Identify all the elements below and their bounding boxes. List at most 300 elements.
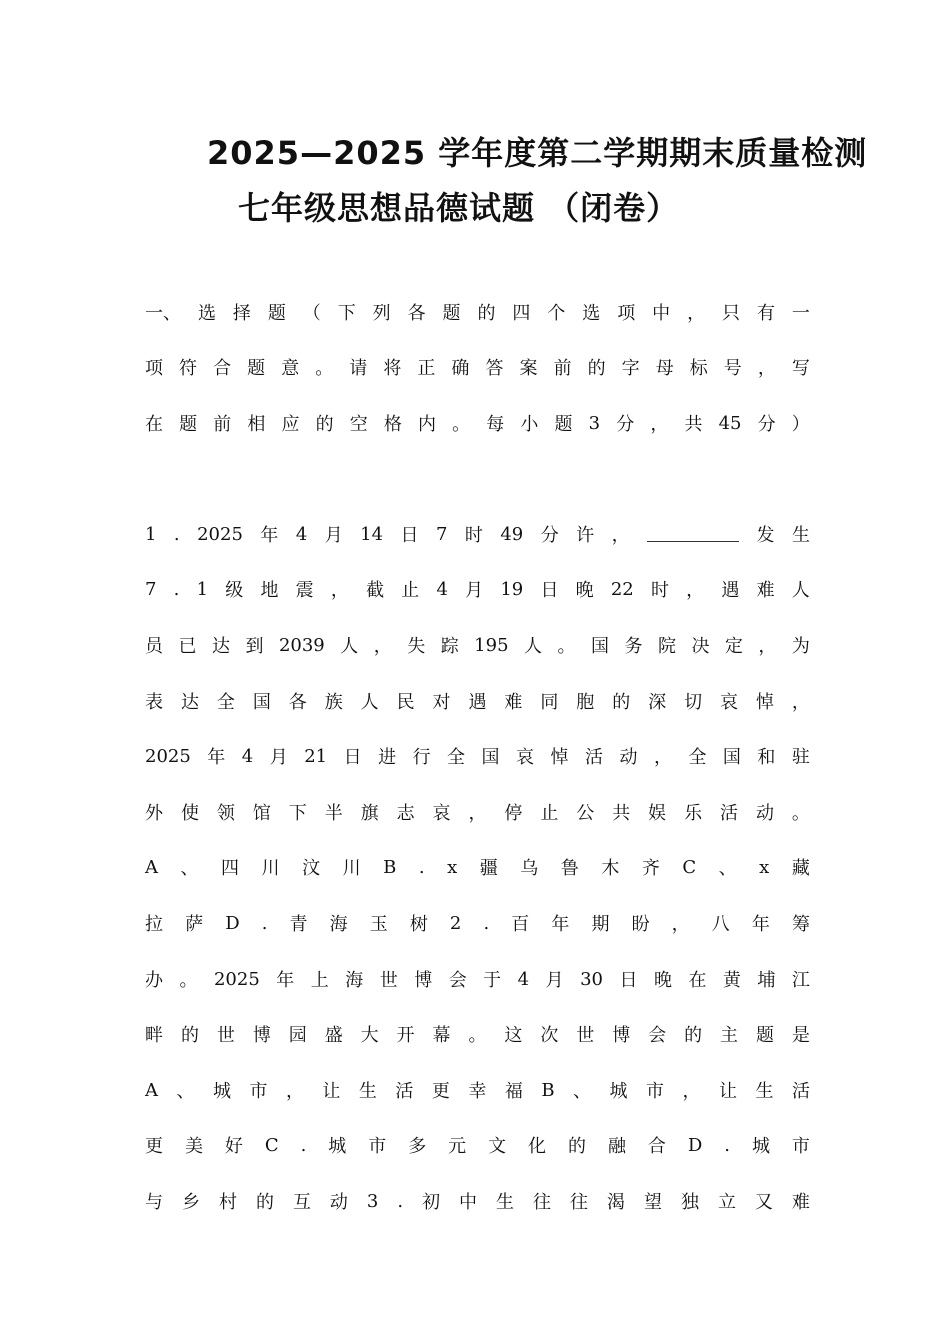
text-token: 主 <box>720 1025 738 1046</box>
text-token: 中 <box>652 303 671 324</box>
text-token: ， <box>671 914 690 935</box>
text-line <box>145 297 810 327</box>
text-token: 失 <box>407 636 426 657</box>
text-token: 筹 <box>791 914 810 935</box>
text-line <box>145 1075 810 1105</box>
text-token: 发 <box>756 525 775 546</box>
text-token: 截 <box>366 580 385 601</box>
text-token: 一 <box>791 303 810 324</box>
text-token: 员 <box>145 636 163 657</box>
text-token: 1 <box>196 578 209 600</box>
text-token: . <box>483 912 490 934</box>
text-token: 融 <box>607 1136 626 1157</box>
text-token: 在 <box>688 970 707 991</box>
text-token: 、 <box>573 1081 592 1102</box>
text-token: 月 <box>545 970 564 991</box>
text-token: 19 <box>500 578 524 600</box>
text-line <box>145 1186 810 1216</box>
text-token: 前 <box>553 358 572 379</box>
text-token: . <box>724 1134 730 1156</box>
text-token: 前 <box>213 414 232 435</box>
text-token: 齐 <box>641 858 660 879</box>
text-token: 年 <box>207 747 226 768</box>
text-token: 哀 <box>720 692 738 713</box>
text-token: 1 <box>145 523 157 545</box>
text-token: 活 <box>584 747 603 768</box>
text-token: 世 <box>216 1025 235 1046</box>
text-token: 22 <box>610 578 634 600</box>
text-token: 的 <box>477 303 496 324</box>
text-token: 院 <box>657 636 676 657</box>
text-token: 望 <box>643 1192 662 1213</box>
text-token: 民 <box>396 692 415 713</box>
text-token: . <box>173 578 180 600</box>
text-line <box>145 964 810 994</box>
text-token: 博 <box>252 1025 271 1046</box>
text-token: ， <box>686 580 705 601</box>
text-token: 震 <box>295 580 314 601</box>
text-token: B <box>383 856 397 878</box>
text-token: 独 <box>680 1192 699 1213</box>
text-token: 题 <box>554 414 573 435</box>
text-token: 元 <box>448 1136 467 1157</box>
text-token: 母 <box>655 358 674 379</box>
text-token: 好 <box>224 1136 243 1157</box>
text-line <box>145 408 810 438</box>
text-token: 世 <box>576 1025 595 1046</box>
text-token: 。 <box>315 358 334 379</box>
text-token: 年 <box>276 970 295 991</box>
text-token: 遇 <box>468 692 487 713</box>
text-token: 生 <box>358 1081 377 1102</box>
text-line <box>145 797 810 827</box>
text-token: 旗 <box>360 803 379 824</box>
text-token: 切 <box>684 692 703 713</box>
text-token: 到 <box>245 636 264 657</box>
text-token: . <box>397 1190 404 1212</box>
text-token: 渴 <box>606 1192 625 1213</box>
text-token: 村 <box>218 1192 237 1213</box>
text-token: 4 <box>295 523 308 545</box>
text-token: 汶 <box>302 858 321 879</box>
text-token: 期 <box>591 914 610 935</box>
text-token: 上 <box>310 970 329 991</box>
text-token: D <box>225 912 240 934</box>
text-token: 标 <box>689 358 708 379</box>
text-token: 四 <box>221 858 240 879</box>
text-token: 娱 <box>648 803 667 824</box>
text-token: 青 <box>289 914 308 935</box>
text-token: 疆 <box>479 858 498 879</box>
text-token: ， <box>330 580 349 601</box>
text-token: 动 <box>619 747 638 768</box>
text-token: 写 <box>791 358 810 379</box>
text-token: ， <box>650 414 669 435</box>
text-token: 日 <box>619 970 638 991</box>
text-line <box>145 352 810 382</box>
text-token: 4 <box>241 745 254 767</box>
text-token: 全 <box>216 692 235 713</box>
text-token: 大 <box>360 1025 379 1046</box>
text-token: 美 <box>184 1136 203 1157</box>
answer-blank <box>647 527 739 542</box>
text-token: 年 <box>551 914 570 935</box>
text-token: 难 <box>791 1192 810 1213</box>
text-token: 地 <box>260 580 279 601</box>
text-token: 城 <box>609 1081 628 1102</box>
text-token: 驻 <box>791 747 810 768</box>
text-token: 2 <box>449 912 462 934</box>
text-token: 选 <box>197 303 216 324</box>
text-token: 市 <box>791 1136 810 1157</box>
text-token: 分 <box>757 414 776 435</box>
text-token: 萨 <box>185 914 204 935</box>
text-token: 让 <box>322 1081 341 1102</box>
text-token: 题 <box>179 414 198 435</box>
text-token: 畔 <box>145 1025 163 1046</box>
text-token: 个 <box>547 303 566 324</box>
text-line <box>145 852 810 882</box>
text-token: 的 <box>587 358 606 379</box>
text-token: 乡 <box>181 1192 200 1213</box>
text-token: 往 <box>533 1192 552 1213</box>
text-token: 应 <box>281 414 300 435</box>
text-token: 市 <box>249 1081 268 1102</box>
text-token: 文 <box>488 1136 507 1157</box>
text-token: 在 <box>145 414 163 435</box>
text-token: 各 <box>407 303 426 324</box>
text-token: 项 <box>617 303 636 324</box>
text-token: 会 <box>448 970 467 991</box>
text-token: 下 <box>288 803 307 824</box>
text-token: 外 <box>145 803 163 824</box>
text-token: 晚 <box>575 580 594 601</box>
text-token: 日 <box>540 580 559 601</box>
text-token: 全 <box>688 747 707 768</box>
text-token: 世 <box>379 970 398 991</box>
text-token: 人 <box>791 580 810 601</box>
text-token: 各 <box>288 692 307 713</box>
text-token: 踪 <box>440 636 459 657</box>
text-token: 领 <box>216 803 235 824</box>
text-token: 活 <box>720 803 738 824</box>
text-token: 更 <box>431 1081 450 1102</box>
text-token: 题 <box>442 303 461 324</box>
text-token: 办 <box>145 970 163 991</box>
text-token: 会 <box>648 1025 667 1046</box>
text-token: 拉 <box>145 914 163 935</box>
text-token: 初 <box>422 1192 441 1213</box>
text-token: x <box>759 856 770 878</box>
text-token: 空 <box>349 414 368 435</box>
text-token: 择 <box>232 303 251 324</box>
text-token: ， <box>687 303 706 324</box>
text-token: 树 <box>409 914 428 935</box>
text-token: 共 <box>612 803 631 824</box>
text-token: 更 <box>145 1136 163 1157</box>
text-token: 合 <box>647 1136 666 1157</box>
text-token: 生 <box>496 1192 515 1213</box>
text-token: 幕 <box>432 1025 451 1046</box>
text-token: 的 <box>180 1025 199 1046</box>
text-token: 江 <box>791 970 810 991</box>
text-token: 选 <box>582 303 601 324</box>
text-token: 达 <box>211 636 230 657</box>
text-token: ， <box>373 636 392 657</box>
text-token: 动 <box>755 803 774 824</box>
text-token: 八 <box>711 914 730 935</box>
text-token: 国 <box>481 747 500 768</box>
text-token: 月 <box>324 525 343 546</box>
text-token: 日 <box>400 525 419 546</box>
text-token: 和 <box>757 747 776 768</box>
text-token: 达 <box>180 692 199 713</box>
text-token: 乌 <box>520 858 539 879</box>
text-line <box>145 519 810 549</box>
text-token: 行 <box>412 747 431 768</box>
text-token: 7 <box>145 578 157 600</box>
text-token: 市 <box>646 1081 665 1102</box>
text-token: 藏 <box>791 858 810 879</box>
text-token: 相 <box>247 414 266 435</box>
text-token: 30 <box>580 968 603 990</box>
text-token: 答 <box>485 358 504 379</box>
text-token: 园 <box>288 1025 307 1046</box>
text-token: 共 <box>684 414 703 435</box>
text-token: 海 <box>345 970 364 991</box>
text-token: 馆 <box>252 803 271 824</box>
text-token: 乐 <box>684 803 703 824</box>
text-token: 49 <box>500 523 524 545</box>
text-token: 将 <box>383 358 402 379</box>
text-token: . <box>173 523 180 545</box>
text-token: 日 <box>343 747 362 768</box>
text-token: 2025 <box>213 968 260 990</box>
text-token: 21 <box>304 745 328 767</box>
text-token: 年 <box>751 914 770 935</box>
text-token: ， <box>758 636 777 657</box>
text-token: 项 <box>145 358 163 379</box>
text-token: 互 <box>292 1192 311 1213</box>
text-token: 小 <box>520 414 539 435</box>
text-token: 级 <box>225 580 244 601</box>
text-token: 人 <box>360 692 379 713</box>
text-token: 7 <box>435 523 448 545</box>
text-token: 半 <box>324 803 343 824</box>
text-token: A <box>145 1079 158 1101</box>
text-token: 国 <box>722 747 741 768</box>
text-token: 4 <box>436 578 448 600</box>
text-line <box>145 741 810 771</box>
text-token: 内 <box>418 414 436 435</box>
text-token: A <box>145 856 158 878</box>
text-token: . <box>418 856 425 878</box>
text-token: 全 <box>447 747 466 768</box>
text-token: 2025 <box>197 523 243 545</box>
text-token: 木 <box>601 858 620 879</box>
text-token: 。 <box>452 414 471 435</box>
text-token: 意 <box>281 358 300 379</box>
text-token: 字 <box>621 358 640 379</box>
text-token: x <box>447 856 458 878</box>
text-line <box>145 1019 810 1049</box>
text-token: 止 <box>540 803 559 824</box>
text-token: 盼 <box>631 914 650 935</box>
text-line <box>145 1130 810 1160</box>
text-token: 又 <box>754 1192 773 1213</box>
text-token: ， <box>468 803 487 824</box>
text-token: 。 <box>791 803 810 824</box>
text-token: 城 <box>328 1136 347 1157</box>
text-token: C <box>264 1134 279 1156</box>
text-token: 城 <box>212 1081 231 1102</box>
exam-title: 2025—2025 学年度第二学期期末质量检测 <box>207 134 868 172</box>
text-line <box>145 908 810 938</box>
text-token: 往 <box>570 1192 588 1213</box>
text-token: 的 <box>684 1025 703 1046</box>
text-token: （ <box>302 303 321 324</box>
text-token: 的 <box>315 414 334 435</box>
text-token: 市 <box>368 1136 387 1157</box>
text-token: 福 <box>504 1081 523 1102</box>
text-token: 四 <box>512 303 531 324</box>
text-token: 族 <box>324 692 343 713</box>
text-token: 3 <box>366 1190 379 1212</box>
text-token: C <box>682 856 697 878</box>
text-token: 生 <box>791 525 810 546</box>
text-token: ， <box>791 692 810 713</box>
text-token: 下 <box>337 303 356 324</box>
text-token: 时 <box>464 525 483 546</box>
text-token: 分 <box>540 525 559 546</box>
text-token: 国 <box>252 692 271 713</box>
text-token: ） <box>791 414 810 435</box>
text-token: 城 <box>751 1136 770 1157</box>
text-token: 国 <box>590 636 609 657</box>
text-token: 月 <box>269 747 288 768</box>
text-token: 45 <box>718 412 742 434</box>
text-token: 化 <box>528 1136 547 1157</box>
text-token: 14 <box>360 523 384 545</box>
text-token: 为 <box>791 636 810 657</box>
text-token: 开 <box>396 1025 415 1046</box>
text-token: 哀 <box>516 747 535 768</box>
text-token: 博 <box>612 1025 631 1046</box>
text-token: 活 <box>395 1081 414 1102</box>
text-token: 。 <box>468 1025 487 1046</box>
text-token: 海 <box>329 914 348 935</box>
text-token: 许 <box>576 525 595 546</box>
text-token: 时 <box>650 580 669 601</box>
text-token: 次 <box>540 1025 559 1046</box>
text-token: 人 <box>524 636 543 657</box>
text-token: 的 <box>612 692 631 713</box>
text-token: 悼 <box>550 747 569 768</box>
text-token: 幸 <box>468 1081 487 1102</box>
text-line <box>145 574 810 604</box>
text-token: 胞 <box>576 692 595 713</box>
text-token: 题 <box>247 358 266 379</box>
text-token: 符 <box>179 358 198 379</box>
text-token: 题 <box>755 1025 774 1046</box>
text-token: 确 <box>451 358 470 379</box>
text-line <box>145 630 810 660</box>
text-token: 立 <box>717 1192 736 1213</box>
text-token: B <box>541 1079 555 1101</box>
text-token: 月 <box>465 580 484 601</box>
text-token: 一、 <box>145 303 181 324</box>
text-token: 川 <box>342 858 361 879</box>
text-token: 只 <box>722 303 740 324</box>
text-token: ， <box>285 1081 304 1102</box>
text-token: 让 <box>718 1081 737 1102</box>
text-token: ， <box>653 747 672 768</box>
text-token: 的 <box>568 1136 586 1157</box>
text-token: 进 <box>378 747 397 768</box>
text-token: 、 <box>180 858 199 879</box>
text-token: 遇 <box>721 580 740 601</box>
text-token: ， <box>757 358 776 379</box>
text-token: 对 <box>432 692 451 713</box>
text-token: 生 <box>755 1081 774 1102</box>
text-token: 哀 <box>432 803 451 824</box>
text-token: 、 <box>718 858 737 879</box>
text-token: 川 <box>261 858 280 879</box>
text-token: 中 <box>459 1192 478 1213</box>
text-token: 于 <box>483 970 502 991</box>
text-token: 深 <box>648 692 667 713</box>
text-token: 。 <box>179 970 198 991</box>
text-token: 与 <box>145 1192 163 1213</box>
text-token: 案 <box>519 358 538 379</box>
text-token: 3 <box>588 412 601 434</box>
text-token: 已 <box>178 636 197 657</box>
text-token: 号 <box>723 358 742 379</box>
text-token: 人 <box>340 636 359 657</box>
text-token: 百 <box>511 914 530 935</box>
text-token: 。 <box>557 636 576 657</box>
text-token: 年 <box>260 525 279 546</box>
text-token: 格 <box>383 414 402 435</box>
text-token: 4 <box>517 968 530 990</box>
text-token: 活 <box>791 1081 810 1102</box>
text-token: 题 <box>267 303 286 324</box>
text-token: 合 <box>213 358 232 379</box>
text-token: 动 <box>329 1192 348 1213</box>
text-token: 正 <box>417 358 436 379</box>
text-line <box>145 686 810 716</box>
text-token: 2039 <box>278 634 325 656</box>
text-token: 这 <box>504 1025 523 1046</box>
text-token: 停 <box>504 803 523 824</box>
text-token: 悼 <box>755 692 774 713</box>
text-token: 晚 <box>653 970 672 991</box>
text-token: 、 <box>176 1081 195 1102</box>
exam-subtitle: 七年级思想品德试题 （闭卷） <box>238 189 680 227</box>
text-token: 多 <box>408 1136 427 1157</box>
text-token: ， <box>682 1081 701 1102</box>
text-token: 使 <box>180 803 199 824</box>
text-token: 盛 <box>324 1025 343 1046</box>
text-token: 请 <box>349 358 368 379</box>
text-token: 的 <box>255 1192 274 1213</box>
text-token: . <box>261 912 268 934</box>
text-token: 博 <box>414 970 433 991</box>
text-token: 是 <box>791 1025 810 1046</box>
text-token: 黄 <box>722 970 741 991</box>
text-token: 鲁 <box>560 858 579 879</box>
text-token: 公 <box>576 803 595 824</box>
